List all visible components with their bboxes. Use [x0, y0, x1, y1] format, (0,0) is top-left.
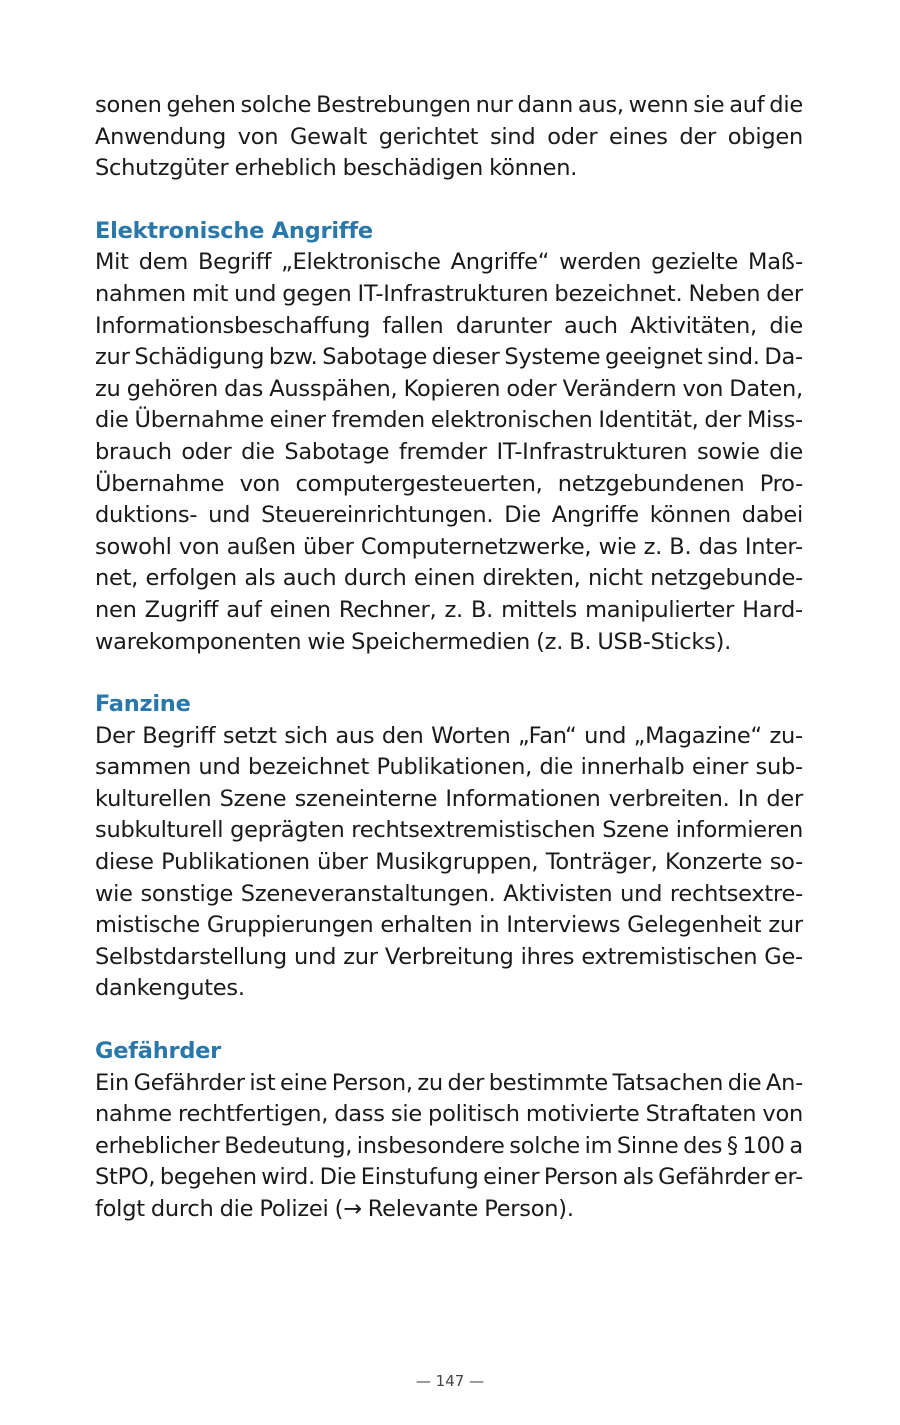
page-number: — 147 — [415, 1372, 485, 1390]
text-line: Schutzgüter erheblich beschädigen können. [95, 155, 578, 182]
text-line: kulturellen Szene szeneinterne Informationen verbreiten. In der [95, 785, 803, 812]
text-line: duktions- und Steuereinrichtungen. Die Angriffe können dabei [95, 502, 803, 529]
page-content [95, 90, 803, 1226]
text-line: Mit dem Begriff „Elektronische Angriffe“ werden gezielte Maß- [95, 249, 803, 276]
text-line: wie sonstige Szeneveranstaltungen. Aktivisten und rechtsextre- [95, 880, 803, 907]
text-line: StPO, begehen wird. Die Einstufung einer Person als Gefährder er- [95, 1164, 803, 1191]
text-line: Der Begriff setzt sich aus den Worten „Fan“ und „Magazine“ zu- [95, 722, 803, 749]
text-line: Anwendung von Gewalt gerichtet sind oder eines der obigen [95, 123, 803, 150]
text-line: folgt durch die Polizei (→ Relevante Person). [95, 1196, 574, 1222]
text-line: Ein Gefährder ist eine Person, zu der bestimmte Tatsachen die An- [95, 1069, 803, 1096]
text-line: Informationsbeschaffung fallen darunter auch Aktivitäten, die [95, 312, 803, 339]
text-line: Übernahme von computergesteuerten, netzgebundenen Pro- [95, 470, 803, 497]
text-line: net, erfolgen als auch durch einen direkten, nicht netzgebunde- [95, 565, 803, 592]
text-line: nen Zugriff auf einen Rechner, z. B. mittels manipulierter Hard- [95, 596, 803, 623]
text-line: warekomponenten wie Speichermedien (z. B. USB-Sticks). [95, 628, 732, 655]
text-line: die Übernahme einer fremden elektronischen Identität, der Miss- [95, 407, 803, 434]
text-line: erheblicher Bedeutung, insbesondere solche im Sinne des § 100 a [95, 1132, 803, 1159]
text-line: zur Schädigung bzw. Sabotage dieser Systeme geeignet sind. Da- [95, 344, 803, 371]
text-line: sammen und bezeichnet Publikationen, die innerhalb einer sub- [95, 754, 803, 781]
text-line: nahme rechtfertigen, dass sie politisch motivierte Straftaten von [95, 1101, 803, 1128]
text-line: subkulturell geprägten rechtsextremistischen Szene informieren [95, 817, 803, 844]
paragraph [95, 689, 803, 1005]
text-line: dankengutes. [95, 975, 245, 1002]
section-heading: Fanzine [95, 691, 191, 718]
paragraph [95, 216, 803, 658]
text-line: diese Publikationen über Musikgruppen, Tonträger, Konzerte so- [95, 849, 803, 876]
section-heading: Gefährder [95, 1038, 222, 1065]
text-line: mistische Gruppierungen erhalten in Interviews Gelegenheit zur [95, 912, 803, 939]
text-line: Selbstdarstellung und zur Verbreitung ihres extremistischen Ge- [95, 943, 803, 970]
text-line: brauch oder die Sabotage fremder IT-Infrastrukturen sowie die [95, 438, 803, 465]
text-line: sowohl von außen über Computernetzwerke, wie z. B. das Inter- [95, 533, 803, 560]
text-line: nahmen mit und gegen IT-Infrastrukturen bezeichnet. Neben der [95, 280, 803, 307]
paragraph [95, 1036, 803, 1226]
section-heading: Elektronische Angriffe [95, 217, 373, 244]
paragraph [95, 90, 803, 185]
text-line: sonen gehen solche Bestrebungen nur dann aus, wenn sie auf die [95, 92, 803, 118]
text-line: zu gehören das Ausspähen, Kopieren oder Verändern von Daten, [95, 375, 803, 402]
